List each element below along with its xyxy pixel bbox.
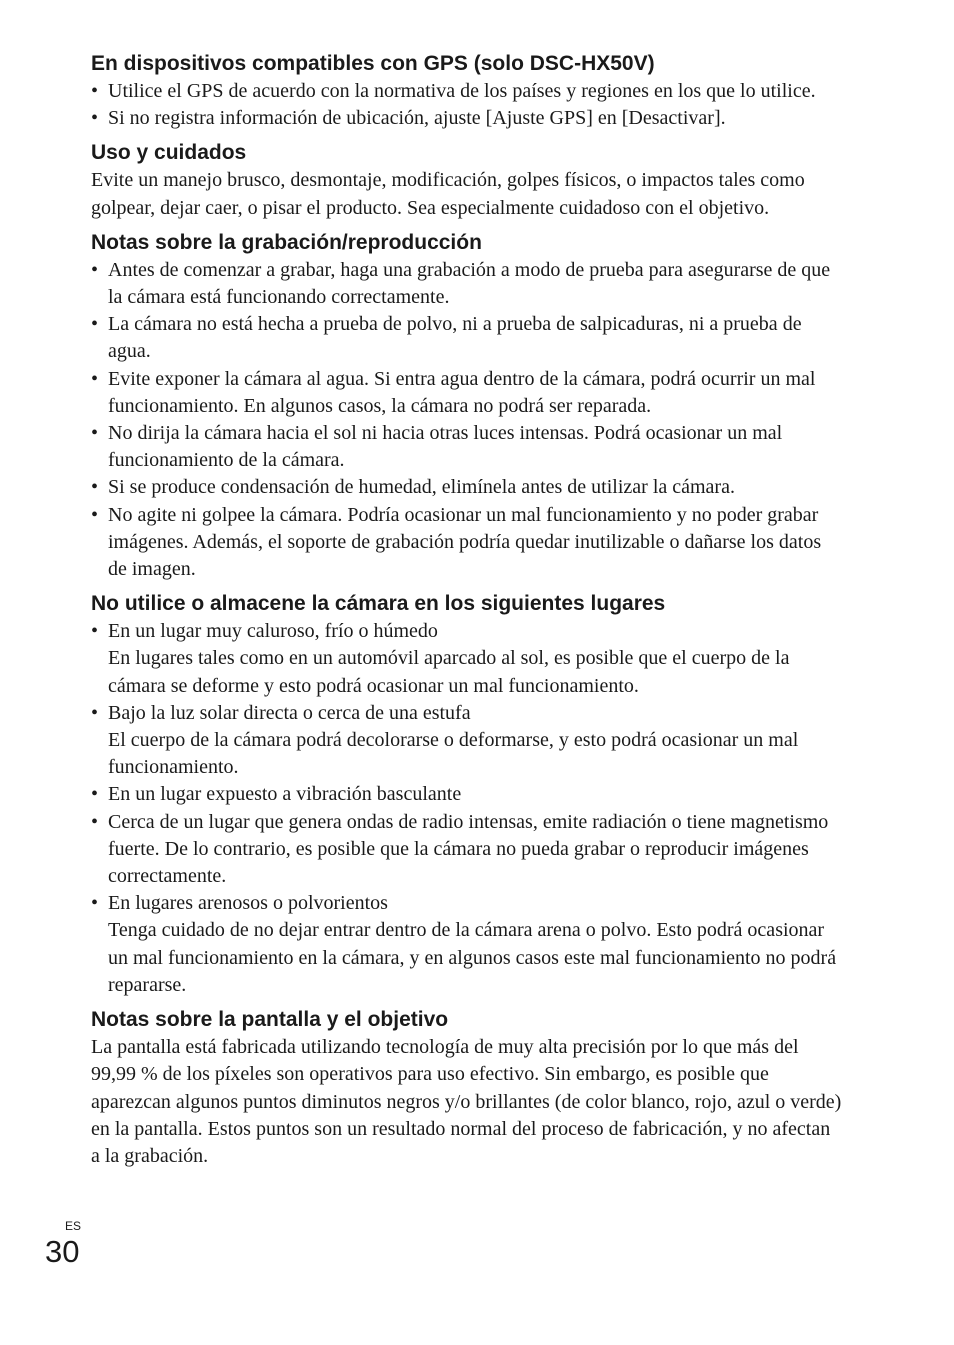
section-pantalla [91, 1006, 843, 1170]
page-number: 30 [45, 1234, 80, 1269]
list-item-text: Evite exponer la cámara al agua. Si entra agua dentro de la cámara, podrá ocurrir un mal funcionamiento. En algunos casos, la cámara no podrá ser reparada. [108, 367, 816, 417]
list-item-text: Cerca de un lugar que genera ondas de radio intensas, emite radiación o tiene magnetismo fuerte. De lo contrario, es posible que la cámara no pueda grabar o reproducir imágenes correctamente. [108, 810, 829, 888]
list-item [91, 105, 843, 132]
list-item [91, 700, 843, 782]
list-item-text: En lugares arenosos o polvorientos [108, 892, 388, 915]
list-item-text: En un lugar muy caluroso, frío o húmedo [108, 620, 438, 643]
list-item [91, 502, 843, 584]
list-item-text: La cámara no está hecha a prueba de polvo, ni a prueba de salpicaduras, ni a prueba de agua. [108, 313, 802, 363]
section-heading: No utilice o almacene la cámara en los siguientes lugares [91, 592, 666, 616]
bullet-list [91, 257, 843, 583]
section-paragraph: Evite un manejo brusco, desmontaje, modificación, golpes físicos, o impactos tales como golpear, dejar caer, o pisar el producto. Sea especialmente cuidadoso con el objetivo. [91, 169, 805, 219]
bullet-list [91, 78, 843, 132]
bullet-icon: • [91, 258, 99, 281]
bullet-icon: • [91, 80, 99, 102]
bullet-icon: • [91, 810, 99, 833]
list-item-text: Utilice el GPS de acuerdo con la normativa de los países y regiones en los que lo utilice. [108, 80, 816, 102]
section-heading: Notas sobre la pantalla y el objetivo [91, 1008, 449, 1032]
section-heading: Uso y cuidados [91, 141, 247, 165]
bullet-icon: • [91, 783, 99, 806]
list-item [91, 781, 843, 808]
list-item [91, 311, 843, 365]
bullet-icon: • [91, 313, 99, 336]
section-lugares [91, 590, 843, 999]
section-grabacion [91, 229, 843, 583]
bullet-icon: • [91, 107, 99, 130]
list-item [91, 618, 843, 700]
bullet-icon: • [91, 476, 99, 499]
list-item [91, 366, 843, 420]
list-item-text: En un lugar expuesto a vibración basculante [108, 783, 462, 806]
bullet-icon: • [91, 367, 99, 390]
section-uso-cuidados [91, 139, 843, 221]
list-item-text: Si se produce condensación de humedad, elimínela antes de utilizar la cámara. [108, 476, 735, 499]
bullet-list [91, 618, 843, 999]
list-item [91, 257, 843, 311]
list-item [91, 890, 843, 999]
bullet-icon: • [91, 503, 99, 526]
list-item [91, 809, 843, 891]
section-heading: En dispositivos compatibles con GPS (solo DSC-HX50V) [91, 52, 655, 75]
list-item-text: Antes de comenzar a grabar, haga una grabación a modo de prueba para asegurarse de que la cámara está funcionando correctamente. [108, 258, 831, 309]
list-item-text: No agite ni golpee la cámara. Podría ocasionar un mal funcionamiento y no poder grabar imágenes. Además, el soporte de grabación podría quedar inutilizable o dañarse los datos de imagen. [108, 503, 822, 581]
list-item-detail: Tenga cuidado de no dejar entrar dentro de la cámara arena o polvo. Esto podrá ocasionar un mal funcionamiento en la cámara, y en algunos casos este mal funcionamiento no podrá repararse. [108, 919, 837, 996]
bullet-icon: • [91, 422, 99, 445]
list-item [91, 474, 843, 501]
section-heading: Notas sobre la grabación/reproducción [91, 230, 482, 254]
list-item [91, 420, 843, 474]
document-page [91, 50, 843, 1170]
bullet-icon: • [91, 892, 99, 915]
bullet-icon: • [91, 701, 99, 724]
list-item-text: Si no registra información de ubicación, ajuste [Ajuste GPS] en [Desactivar]. [108, 107, 726, 130]
section-gps [91, 50, 843, 132]
section-paragraph: La pantalla está fabricada utilizando tecnología de muy alta precisión por lo que más del 99,99 % de los píxeles son operativos para uso efectivo. Sin embargo, es posible que aparezcan algunos puntos diminutos negros y/o brillantes (de color blanco, rojo, azul o verde) en la pantalla. Estos puntos son un resultado normal del proceso de fabricación, y no afectan a la grabación. [91, 1036, 842, 1167]
list-item-detail: El cuerpo de la cámara podrá decolorarse o deformarse, y esto podrá ocasionar un mal funcionamiento. [108, 729, 799, 779]
list-item [91, 78, 843, 105]
language-code: ES [65, 1219, 82, 1233]
list-item-text: No dirija la cámara hacia el sol ni hacia otras luces intensas. Podrá ocasionar un mal funcionamiento de la cámara. [108, 422, 783, 472]
list-item-text: Bajo la luz solar directa o cerca de una estufa [108, 701, 471, 724]
bullet-icon: • [91, 620, 99, 643]
list-item-detail: En lugares tales como en un automóvil aparcado al sol, es posible que el cuerpo de la cámara se deforme y esto podrá ocasionar un mal funcionamiento. [108, 647, 790, 697]
